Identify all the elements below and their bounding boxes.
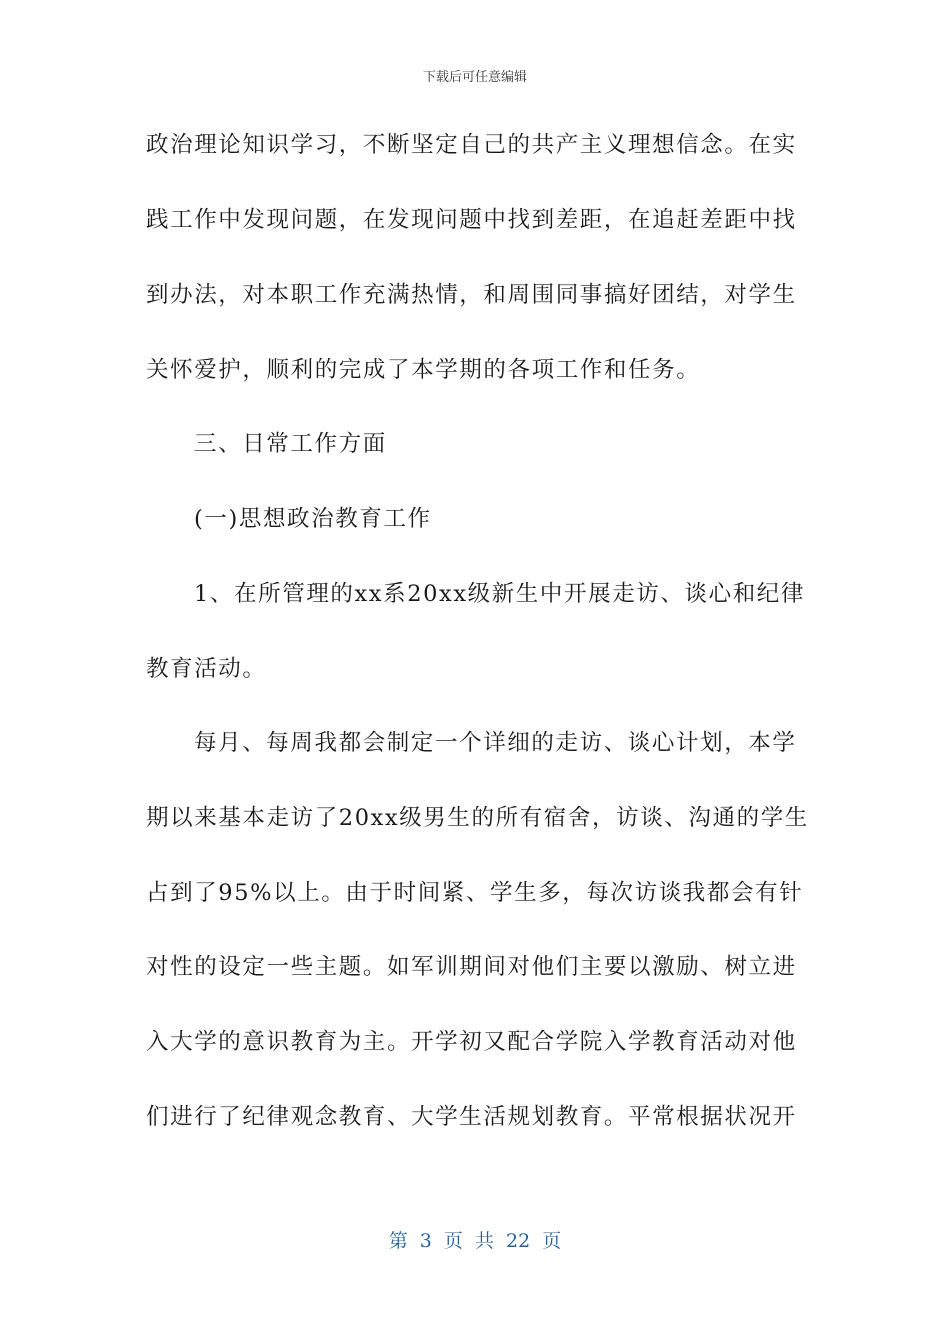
page-number-footer: 第 3 页 共 22 页 xyxy=(388,1230,562,1252)
page-header-note: 下载后可任意编辑 xyxy=(422,70,527,85)
section-heading: 三、日常工作方面 xyxy=(194,431,387,457)
body-line: 们进行了纪律观念教育、大学生活规划教育。平常根据状况开 xyxy=(146,1104,797,1130)
subsection-heading: (一)思想政治教育工作 xyxy=(194,506,432,532)
body-line: 政治理论知识学习，不断坚定自己的共产主义理想信念。在实 xyxy=(146,132,797,158)
body-line: 每月、每周我都会制定一个详细的走访、谈心计划，本学 xyxy=(194,730,797,756)
body-line: 入大学的意识教育为主。开学初又配合学院入学教育活动对他 xyxy=(146,1029,797,1055)
body-line: 教育活动。 xyxy=(146,656,267,682)
body-line: 对性的设定一些主题。如军训期间对他们主要以激励、树立进 xyxy=(146,954,797,980)
body-line: 践工作中发现问题，在发现问题中找到差距，在追赶差距中找 xyxy=(146,207,797,233)
body-line: 占到了95%以上。由于时间紧、学生多，每次访谈我都会有针 xyxy=(146,880,804,906)
body-line: 到办法，对本职工作充满热情，和周围同事搞好团结，对学生 xyxy=(146,282,797,308)
body-line: 1、在所管理的xx系20xx级新生中开展走访、谈心和纪律 xyxy=(194,581,806,607)
body-line: 关怀爱护，顺利的完成了本学期的各项工作和任务。 xyxy=(146,357,701,383)
body-line: 期以来基本走访了20xx级男生的所有宿舍，访谈、沟通的学生 xyxy=(146,805,809,831)
